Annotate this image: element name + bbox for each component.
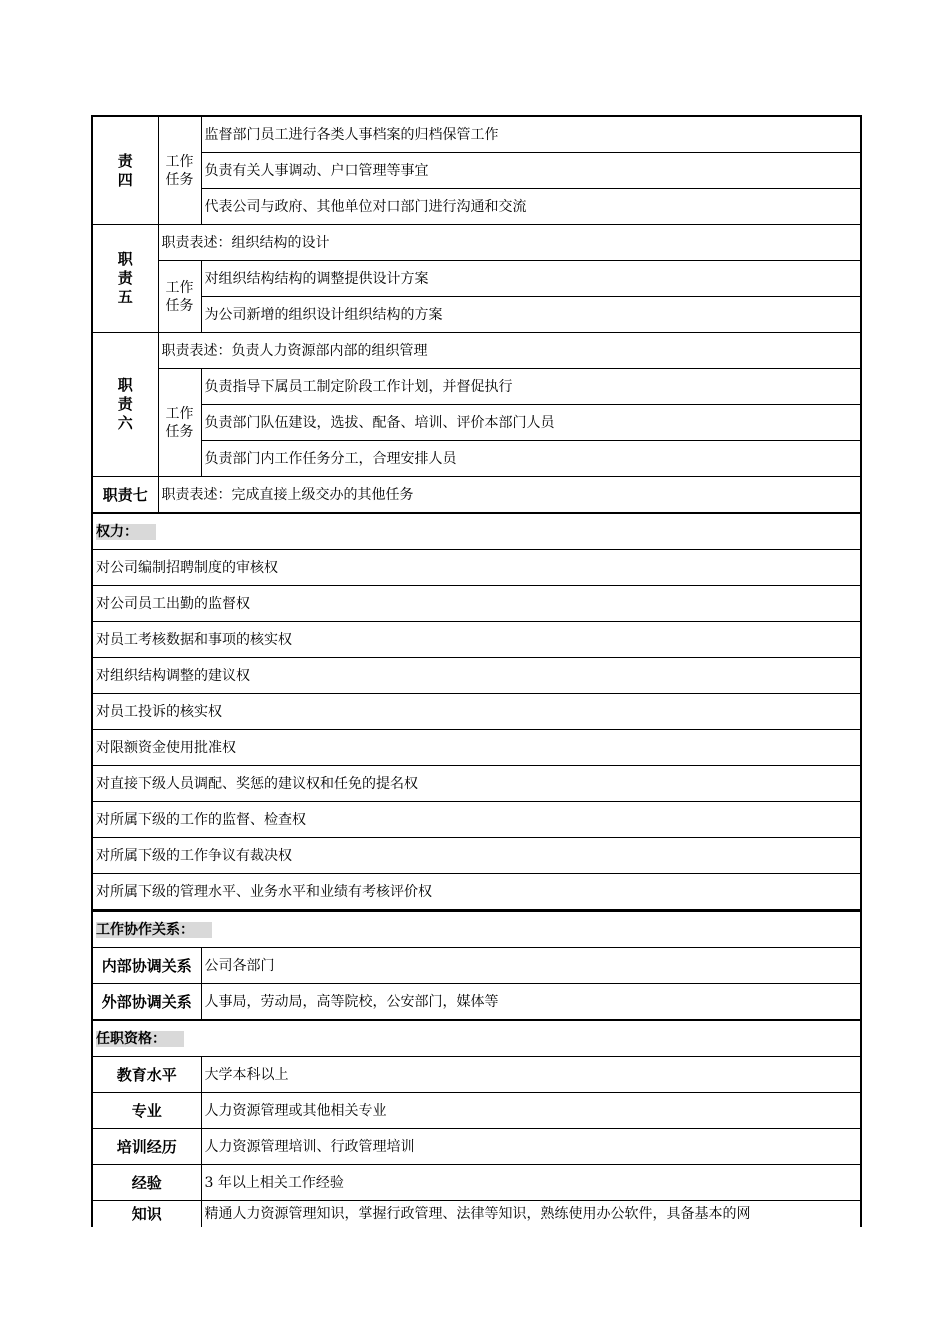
duty5-row-3 [92,297,861,333]
duty6-task: 负责部门内工作任务分工，合理安排人员 [201,441,861,477]
relations-heading-row [92,911,861,948]
duty6-row-3 [92,405,861,441]
qualifications-heading-row [92,1020,861,1057]
qualification-value: 大学本科以上 [201,1057,861,1093]
relation-row [92,948,861,984]
qualification-row [92,1165,861,1201]
duty6-task: 负责部门队伍建设，选拔、配备、培训、评价本部门人员 [201,405,861,441]
duty4-row-2 [92,153,861,189]
duty7-description: 职责表述：完成直接上级交办的其他任务 [158,477,861,514]
duty6-row-2 [92,369,861,405]
power-item-text: 对直接下级人员调配、奖惩的建议权和任免的提名权 [92,766,861,802]
duty5-label: 职 责 五 [92,225,158,333]
qualification-label: 培训经历 [92,1129,201,1165]
duty5-task-label: 工作 任务 [158,261,201,333]
duty7-row [92,477,861,514]
relation-label: 外部协调关系 [92,984,201,1021]
duty6-description: 职责表述：负责人力资源部内部的组织管理 [158,333,861,369]
duty4-label: 责 四 [92,116,158,225]
power-heading: 权力： [92,513,861,550]
relation-value: 人事局，劳动局，高等院校，公安部门，媒体等 [201,984,861,1021]
job-description-table [91,115,862,910]
job-description-page [91,115,860,1227]
power-item [92,874,861,910]
power-item [92,550,861,586]
qualification-row [92,1093,861,1129]
qualification-row [92,1201,861,1228]
relation-value: 公司各部门 [201,948,861,984]
duty5-task: 对组织结构结构的调整提供设计方案 [201,261,861,297]
power-item-text: 对公司员工出勤的监督权 [92,586,861,622]
qualification-row [92,1057,861,1093]
power-item-text: 对员工考核数据和事项的核实权 [92,622,861,658]
power-item-text: 对所属下级的工作的监督、检查权 [92,802,861,838]
duty4-row-1 [92,116,861,153]
duty4-row-3 [92,189,861,225]
relation-label: 内部协调关系 [92,948,201,984]
duty4-task: 监督部门员工进行各类人事档案的归档保管工作 [201,116,861,153]
power-item-text: 对员工投诉的核实权 [92,694,861,730]
qualification-label: 专业 [92,1093,201,1129]
qualification-value: 3 年以上相关工作经验 [201,1165,861,1201]
power-item [92,802,861,838]
duty5-row-1 [92,225,861,261]
duty4-task: 代表公司与政府、其他单位对口部门进行沟通和交流 [201,189,861,225]
duty7-label: 职责七 [92,477,158,514]
power-item [92,766,861,802]
power-item-text: 对公司编制招聘制度的审核权 [92,550,861,586]
power-item-text: 对所属下级的工作争议有裁决权 [92,838,861,874]
duty6-task: 负责指导下属员工制定阶段工作计划，并督促执行 [201,369,861,405]
power-item [92,730,861,766]
power-item [92,838,861,874]
power-item [92,694,861,730]
duty4-task-label: 工作 任务 [158,116,201,225]
qualification-row [92,1129,861,1165]
power-heading-row [92,513,861,550]
power-item [92,622,861,658]
duty5-row-2 [92,261,861,297]
qualification-value: 人力资源管理培训、行政管理培训 [201,1129,861,1165]
relation-row [92,984,861,1021]
duty4-task: 负责有关人事调动、户口管理等事宜 [201,153,861,189]
duty6-label: 职 责 六 [92,333,158,477]
qualification-label: 教育水平 [92,1057,201,1093]
qualification-value: 精通人力资源管理知识，掌握行政管理、法律等知识，熟练使用办公软件，具备基本的网 [201,1201,861,1228]
power-item-text: 对所属下级的管理水平、业务水平和业绩有考核评价权 [92,874,861,910]
relations-heading: 工作协作关系： [92,911,861,948]
qualification-value: 人力资源管理或其他相关专业 [201,1093,861,1129]
power-item [92,586,861,622]
qualification-label: 经验 [92,1165,201,1201]
relations-qualifications-table [91,910,862,1227]
duty6-task-label: 工作 任务 [158,369,201,477]
duty6-row-4 [92,441,861,477]
power-item-text: 对组织结构调整的建议权 [92,658,861,694]
qualification-label: 知识 [92,1201,201,1228]
qualifications-heading: 任职资格： [92,1020,861,1057]
power-item-text: 对限额资金使用批准权 [92,730,861,766]
duty5-task: 为公司新增的组织设计组织结构的方案 [201,297,861,333]
power-item [92,658,861,694]
duty5-description: 职责表述：组织结构的设计 [158,225,861,261]
duty6-row-1 [92,333,861,369]
